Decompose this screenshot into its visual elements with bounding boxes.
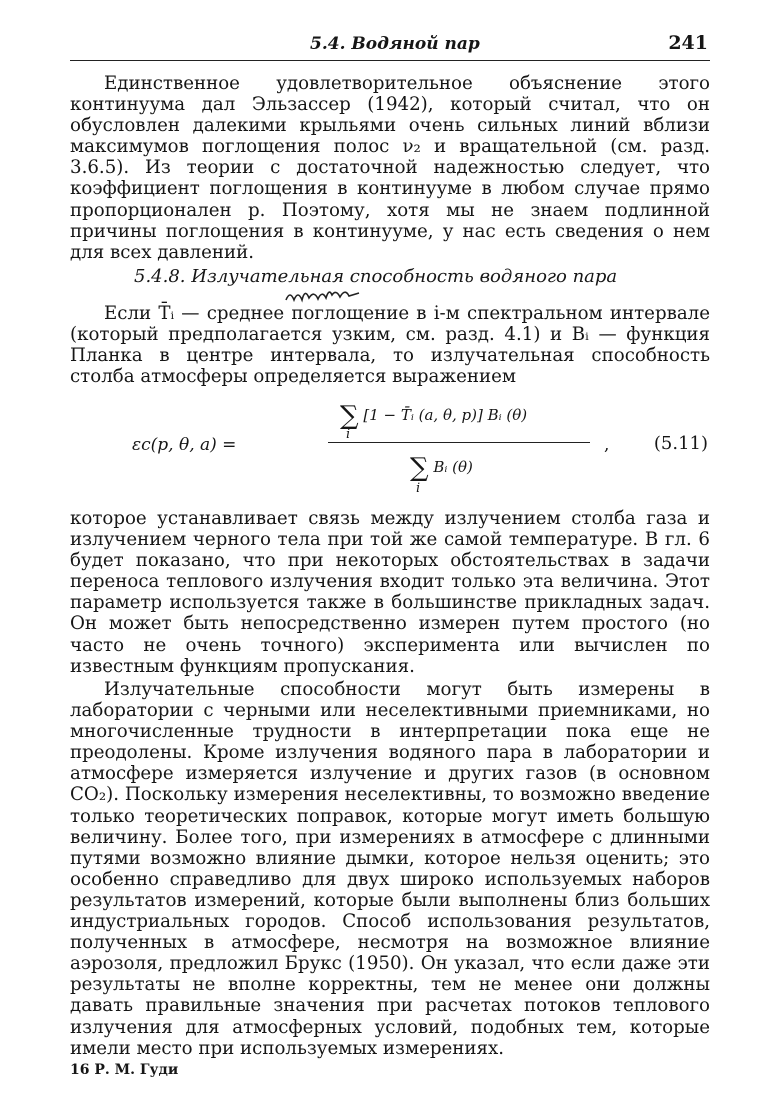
page-number: 241 — [668, 32, 708, 54]
denominator-text: Bᵢ (θ) — [433, 458, 473, 476]
equation-number: (5.11) — [653, 433, 708, 454]
running-header-title: 5.4. Водяной пар — [310, 34, 480, 54]
numerator-text: [1 − T̄ᵢ (a, θ, p)] Bᵢ (θ) — [363, 406, 528, 424]
sum-symbol: ∑ — [340, 401, 359, 431]
paragraph-text: Единственное удовлетворительное объяснение этого континуума дал Эльзассер (1942), который считал, что он обусловлен далекими крыльями очень сильных линий вблизи максимумов поглощения полос ν₂ и вращательной (см. разд. 3.6.5). Из теории с достаточной надежностью следует, что коэффициент поглощения в континууме в любом случае прямо пропорционален p. Поэтому, хотя мы не знаем подлинной причины поглощения в континууме, у нас есть сведения о нем для всех давлений. — [70, 73, 710, 263]
equation-lhs: εc(p, θ, a) = — [132, 435, 237, 455]
running-header — [70, 30, 710, 61]
sum-symbol: ∑ — [410, 453, 429, 483]
paragraph-text: Излучательные способности могут быть измерены в лаборатории с черными или неселективными приемниками, но многочисленные трудности в интерпретации пока еще не преодолены. Кроме излучения водяного пара в лаборатории и атмосфере измеряется излучение и других газов (в основном CO₂). Поскольку измерения неселективны, то возможно введение только теоретических поправок, которые могут иметь большую величину. Более того, при измерениях в атмосфере с длинными путями возможно влияние дымки, которое нельзя оценить; это особенно справедливо для двух широко используемых наборов результатов измерений, которые были выполнены близ больших индустриальных городов. Способ использования результатов, полученных в атмосфере, несмотря на возможное влияние аэрозоля, предложил Брукс (1950). Он указал, что если даже эти результаты не вполне корректны, тем не менее они должны давать правильные значения при расчетах потоков теплового излучения для атмосферных условий, подобных тем, которые имели место при используемых измерениях. — [70, 679, 710, 1059]
equation-5-11 — [70, 393, 710, 501]
footer-signature: 16 Р. М. Гуди — [70, 1062, 179, 1078]
paragraph-definition — [70, 303, 710, 387]
subsection-heading: 5.4.8. Излучательная способность водяного пара — [134, 266, 618, 287]
paragraph-relation — [70, 508, 710, 677]
sum-index: i — [416, 481, 421, 496]
fraction-bar — [328, 442, 590, 443]
paragraph-measurements — [70, 679, 710, 1059]
equation-numerator — [340, 401, 527, 431]
equation-denominator — [410, 453, 473, 483]
sum-index: i — [346, 427, 351, 442]
paragraph-text: Если T̄ᵢ — среднее поглощение в i-м спектральном интервале (который предполагается узким, см. разд. 4.1) и Bᵢ — функция Планка в центре интервала, то излучательная способность столба атмосферы определяется выражением — [70, 303, 710, 388]
equation-comma: , — [604, 435, 610, 455]
paragraph-text: которое устанавливает связь между излучением столба газа и излучением черного тела при той же самой температуре. В гл. 6 будет показано, что при некоторых обстоятельствах в задачи переноса теплового излучения входит только эта величина. Этот параметр используется также в большинстве прикладных задач. Он может быть непосредственно измерен путем простого (но часто не очень точного) эксперимента или вычислен по известным функциям пропускания. — [70, 508, 710, 677]
paragraph-continuum — [70, 73, 710, 263]
